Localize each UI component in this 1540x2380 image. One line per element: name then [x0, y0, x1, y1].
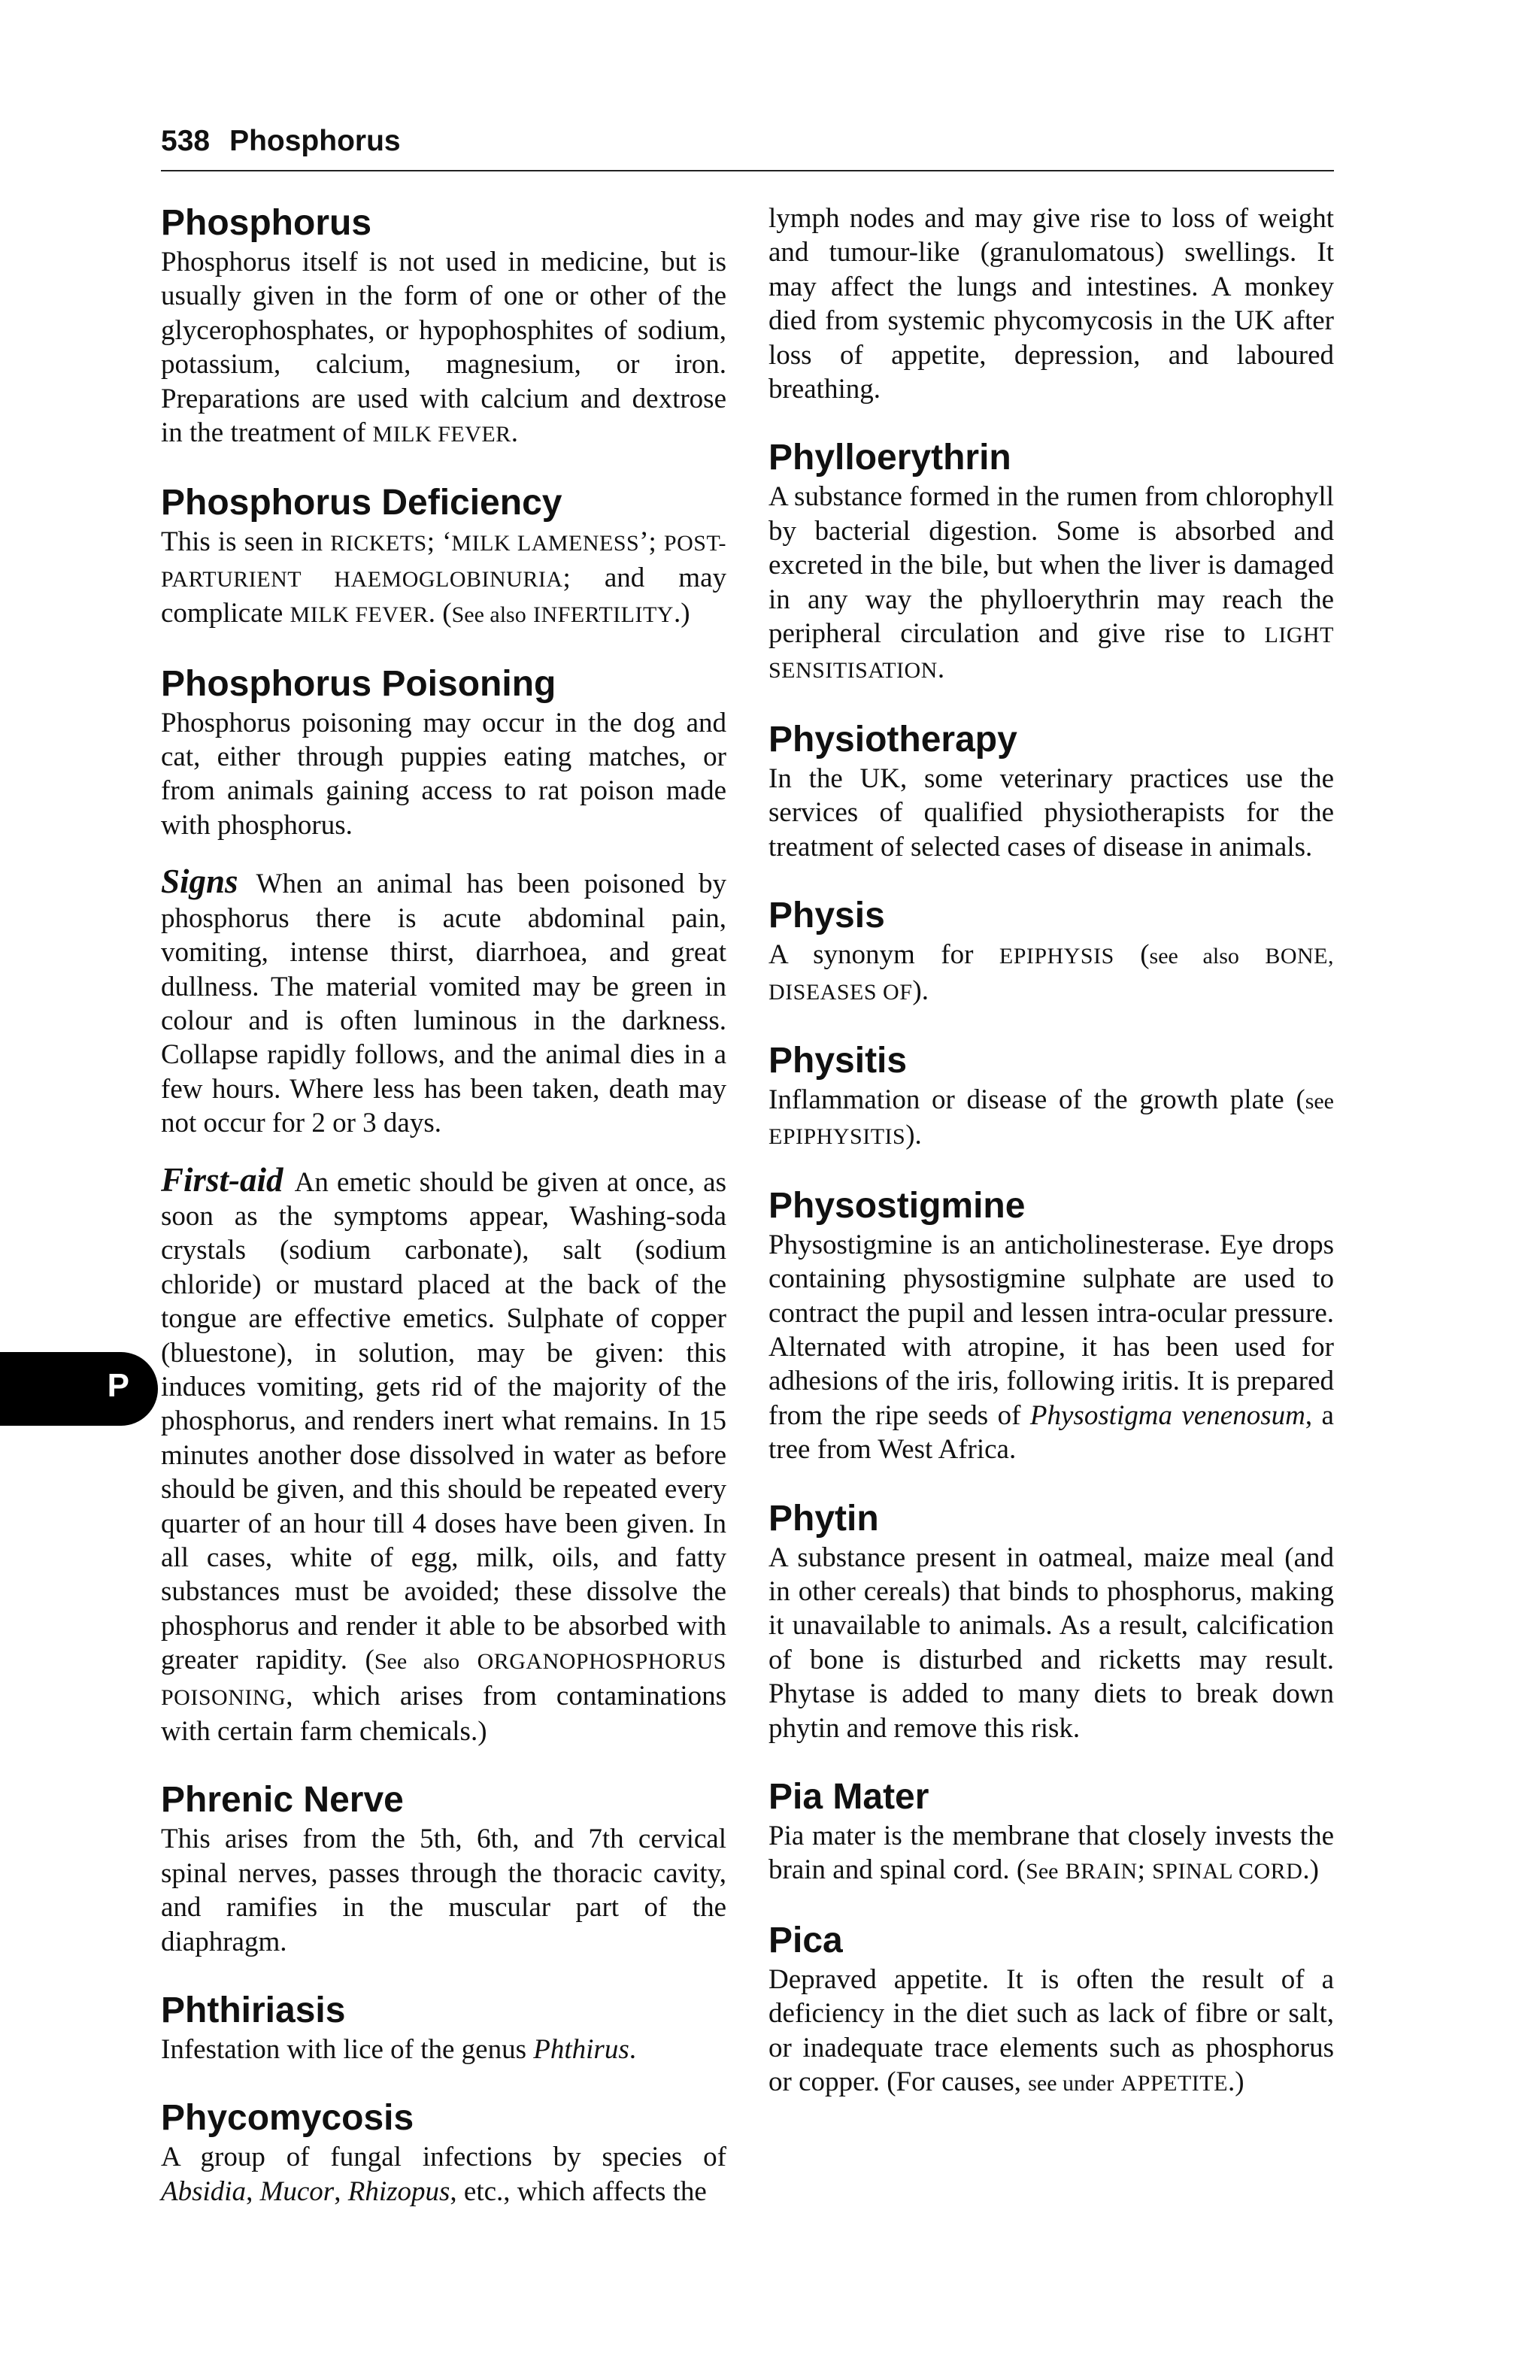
- text-run: , which arises from contaminations with certain farm chemicals.): [161, 1680, 726, 1748]
- text-run: ; ‘: [426, 526, 452, 558]
- cross-reference: EPIPHYSIS: [999, 944, 1114, 969]
- entry-physiotherapy: [768, 718, 1334, 864]
- entry-phylloerythrin: [768, 436, 1334, 687]
- entry-physostigmine: [768, 1184, 1334, 1467]
- entry-text: [768, 480, 1334, 687]
- text-run: [1239, 939, 1265, 970]
- entry-text: Phosphorus poisoning may occur in the dog and cat, either through puppies eating matches, or from animals gaining access to rat poison made with phosphorus.: [161, 707, 726, 841]
- text-run: .: [629, 2034, 636, 2066]
- entry-phytin: [768, 1497, 1334, 1745]
- text-run: .: [937, 653, 945, 685]
- text-run: ,: [334, 2175, 348, 2207]
- entry-text: [768, 1228, 1334, 1467]
- entry-text: [768, 1083, 1334, 1154]
- entry-text: This arises from the 5th, 6th, and 7th cervical spinal nerves, passes through the thoracic cavity, and ramifies in the muscular part of the diaphragm.: [161, 1824, 726, 1957]
- running-head: [161, 125, 1334, 158]
- cross-reference: SPINAL CORD: [1152, 1859, 1303, 1884]
- text-run: A synonym for: [768, 939, 999, 971]
- entry-heading: Physiotherapy: [768, 719, 1017, 759]
- genus-name: Absidia: [161, 2175, 247, 2207]
- text-run: This is seen in: [161, 526, 331, 558]
- cross-reference: MILK FEVER: [290, 602, 429, 628]
- entry-phrenic-nerve: [161, 1778, 726, 1959]
- right-column: [768, 202, 1334, 2130]
- entry-text: [768, 1819, 1334, 1889]
- entry-pica: [768, 1919, 1334, 2101]
- entry-phosphorus-deficiency: [161, 481, 726, 632]
- text-run: ).: [905, 1120, 922, 1151]
- entry-text: [768, 938, 1334, 1009]
- entry-heading: Phosphorus Poisoning: [161, 663, 556, 704]
- cross-reference: POST-PARTURIENT HAEMOGLOBINURIA: [161, 531, 727, 592]
- thumb-tab-letter: P: [107, 1367, 129, 1404]
- entry-heading: Physis: [768, 896, 885, 936]
- cross-reference: MILK FEVER: [372, 422, 511, 447]
- text-run: A group of fungal infections by species of: [161, 2142, 726, 2173]
- cross-reference: INFERTILITY: [532, 602, 674, 628]
- entry-phycomycosis-continued: [768, 202, 1334, 406]
- text-run: Physostigmine is an anticholinesterase. Eye drops containing physostigmine sulphate are used to contract the pupil and lessen intra-ocular pressure. Alternated with atropine, it has been used for adhesions of the iris, following iritis. It is prepared from the ripe seeds of: [768, 1229, 1334, 1431]
- text-run: A substance formed in the rumen from chlorophyll by bacterial digestion. Some is absorbed and excreted in the bile, but when the liver is damaged in any way the phylloerythrin may reach the peripheral circulation and give rise to: [768, 481, 1334, 650]
- header-rule: [161, 170, 1334, 171]
- see-also-label: See also: [451, 602, 526, 628]
- entry-text: lymph nodes and may give rise to loss of weight and tumour-like (granulomatous) swellings. It may affect the lungs and intestines. A monkey died from systemic phycomycosis in the UK after loss of appetite, depression, and laboured breathing.: [768, 203, 1334, 405]
- text-run: [459, 1645, 477, 1675]
- cross-reference: EPIPHYSITIS: [768, 1124, 906, 1150]
- entry-text: In the UK, some veterinary practices use the services of qualified physiotherapists for the treatment of selected cases of disease in animals.: [768, 763, 1334, 863]
- page-number: 538: [161, 125, 211, 157]
- see-label: see: [1305, 1088, 1334, 1114]
- see-also-label: see also: [1149, 944, 1239, 969]
- text-run: Depraved appetite. It is often the result of a deficiency in the diet such as lack of fibre or salt, or inadequate trace elements such as phosphorus or copper. (For causes,: [768, 1963, 1334, 2098]
- entry-phosphorus-poisoning: [161, 662, 726, 1749]
- cross-reference: RICKETS: [330, 531, 427, 556]
- text-run: ; and may complicate: [161, 562, 727, 629]
- cross-reference: LIGHT SENSITISATION: [768, 623, 1334, 684]
- cross-reference: APPETITE: [1120, 2071, 1228, 2097]
- left-column: [161, 202, 726, 2239]
- text-run: .: [511, 417, 518, 449]
- entry-phosphorus: [161, 202, 726, 451]
- entry-text: [161, 2033, 726, 2066]
- entry-heading: Phytin: [768, 1498, 879, 1539]
- text-run: .): [1227, 2066, 1244, 2098]
- entry-heading: Phylloerythrin: [768, 438, 1011, 478]
- text-run: ).: [912, 975, 929, 1006]
- entry-physis: [768, 894, 1334, 1009]
- entry-text: [161, 245, 726, 451]
- text-run: .): [673, 598, 690, 629]
- entry-phycomycosis: [161, 2097, 726, 2209]
- signs-label: Signs: [161, 863, 238, 901]
- entry-heading: Pica: [768, 1920, 843, 1960]
- running-title: Phosphorus: [229, 125, 401, 157]
- text-run: [1114, 2066, 1120, 2097]
- text-run: Inflammation or disease of the growth plate (: [768, 1084, 1305, 1115]
- text-run: , a tree from West Africa.: [768, 1399, 1334, 1466]
- entry-heading: Pia Mater: [768, 1777, 929, 1817]
- text-run: When an animal has been poisoned by phosphorus there is acute abdominal pain, vomiting, intense thirst, diarrhoea, and great dullness. The material vomited may be green in colour and is often luminous in the darkness. Collapse rapidly follows, and the animal dies in a few hours. Where less has been taken, death may not occur for 2 or 3 days.: [161, 869, 726, 1139]
- entry-heading: Phrenic Nerve: [161, 1780, 404, 1821]
- first-aid-label: First-aid: [161, 1160, 283, 1199]
- text-run: Infestation with lice of the genus: [161, 2034, 534, 2066]
- genus-name: Rhizopus: [347, 2175, 450, 2207]
- cross-reference: BRAIN: [1065, 1859, 1138, 1884]
- entry-phthiriasis: [161, 1989, 726, 2066]
- text-run: , etc., which affects the: [450, 2175, 707, 2207]
- see-also-label: See also: [374, 1649, 460, 1675]
- text-run: ,: [246, 2175, 260, 2207]
- entry-heading: Physitis: [768, 1040, 908, 1081]
- text-run: . (: [428, 598, 452, 629]
- entry-heading: Phosphorus Deficiency: [161, 483, 562, 523]
- entry-heading: Phthiriasis: [161, 1990, 346, 2031]
- signs-paragraph: [161, 865, 726, 1140]
- see-label: See: [1026, 1859, 1059, 1884]
- entry-text: A substance present in oatmeal, maize meal (and in other cereals) that binds to phosphorus, making it unavailable to animals. As a result, calcification of bone is disturbed and ricketts may result. Phytase is added to many diets to break down phytin and remove this risk.: [768, 1542, 1334, 1744]
- first-aid-paragraph: [161, 1160, 726, 1749]
- cross-reference: MILK LAMENESS: [451, 531, 640, 556]
- entry-pia-mater: [768, 1775, 1334, 1889]
- text-run: [1058, 1854, 1065, 1885]
- thumb-tab: [0, 1352, 158, 1426]
- text-run: ’;: [639, 526, 664, 558]
- text-run: (: [1114, 939, 1150, 971]
- cross-reference: ORGANOPHOSPHORUS POISONING: [161, 1649, 726, 1710]
- genus-name: Phthirus: [533, 2034, 629, 2066]
- entry-text: [768, 1963, 1334, 2101]
- entry-heading: Phosphorus: [161, 203, 372, 243]
- entry-heading: Phycomycosis: [161, 2098, 414, 2139]
- cross-reference: BONE, DISEASES OF: [768, 944, 1335, 1005]
- text-run: ;: [1137, 1854, 1153, 1886]
- see-label: see under: [1028, 2071, 1114, 2097]
- text-run: An emetic should be given at once, as soon as the symptoms appear, Washing-soda crystals (sodium carbonate), salt (sodium chloride) or mustard placed at the back of the tongue are effective emetics. Sulphate of copper (bluestone), in solution, may be given: this induces vomiting, gets rid of the majority of the phosphorus, and renders inert what remains. In 15 minutes another dose dissolved in water as before should be given, and this should be repeated every quarter of an hour till 4 doses have been given. In all cases, white of egg, milk, oils, and fatty substances must be avoided; these dissolve the phosphorus and render it able to be absorbed with greater rapidity. (: [161, 1166, 726, 1676]
- text-run: Pia mater is the membrane that closely invests the brain and spinal cord. (: [768, 1821, 1334, 1886]
- text-run: [526, 598, 533, 629]
- entry-text: [161, 525, 726, 632]
- text-run: Phosphorus itself is not used in medicine, but is usually given in the form of one or other of the glycerophosphates, or hypophosphites of sodium, potassium, calcium, magnesium, or iron. Preparations are used with calcium and dextrose in the treatment of: [161, 247, 726, 449]
- species-name: Physostigma venenosum: [1029, 1399, 1305, 1431]
- text-run: .): [1302, 1854, 1319, 1886]
- entry-physitis: [768, 1039, 1334, 1154]
- entry-heading: Physostigmine: [768, 1185, 1026, 1226]
- entry-text: [161, 2140, 726, 2209]
- genus-name: Mucor: [259, 2175, 335, 2207]
